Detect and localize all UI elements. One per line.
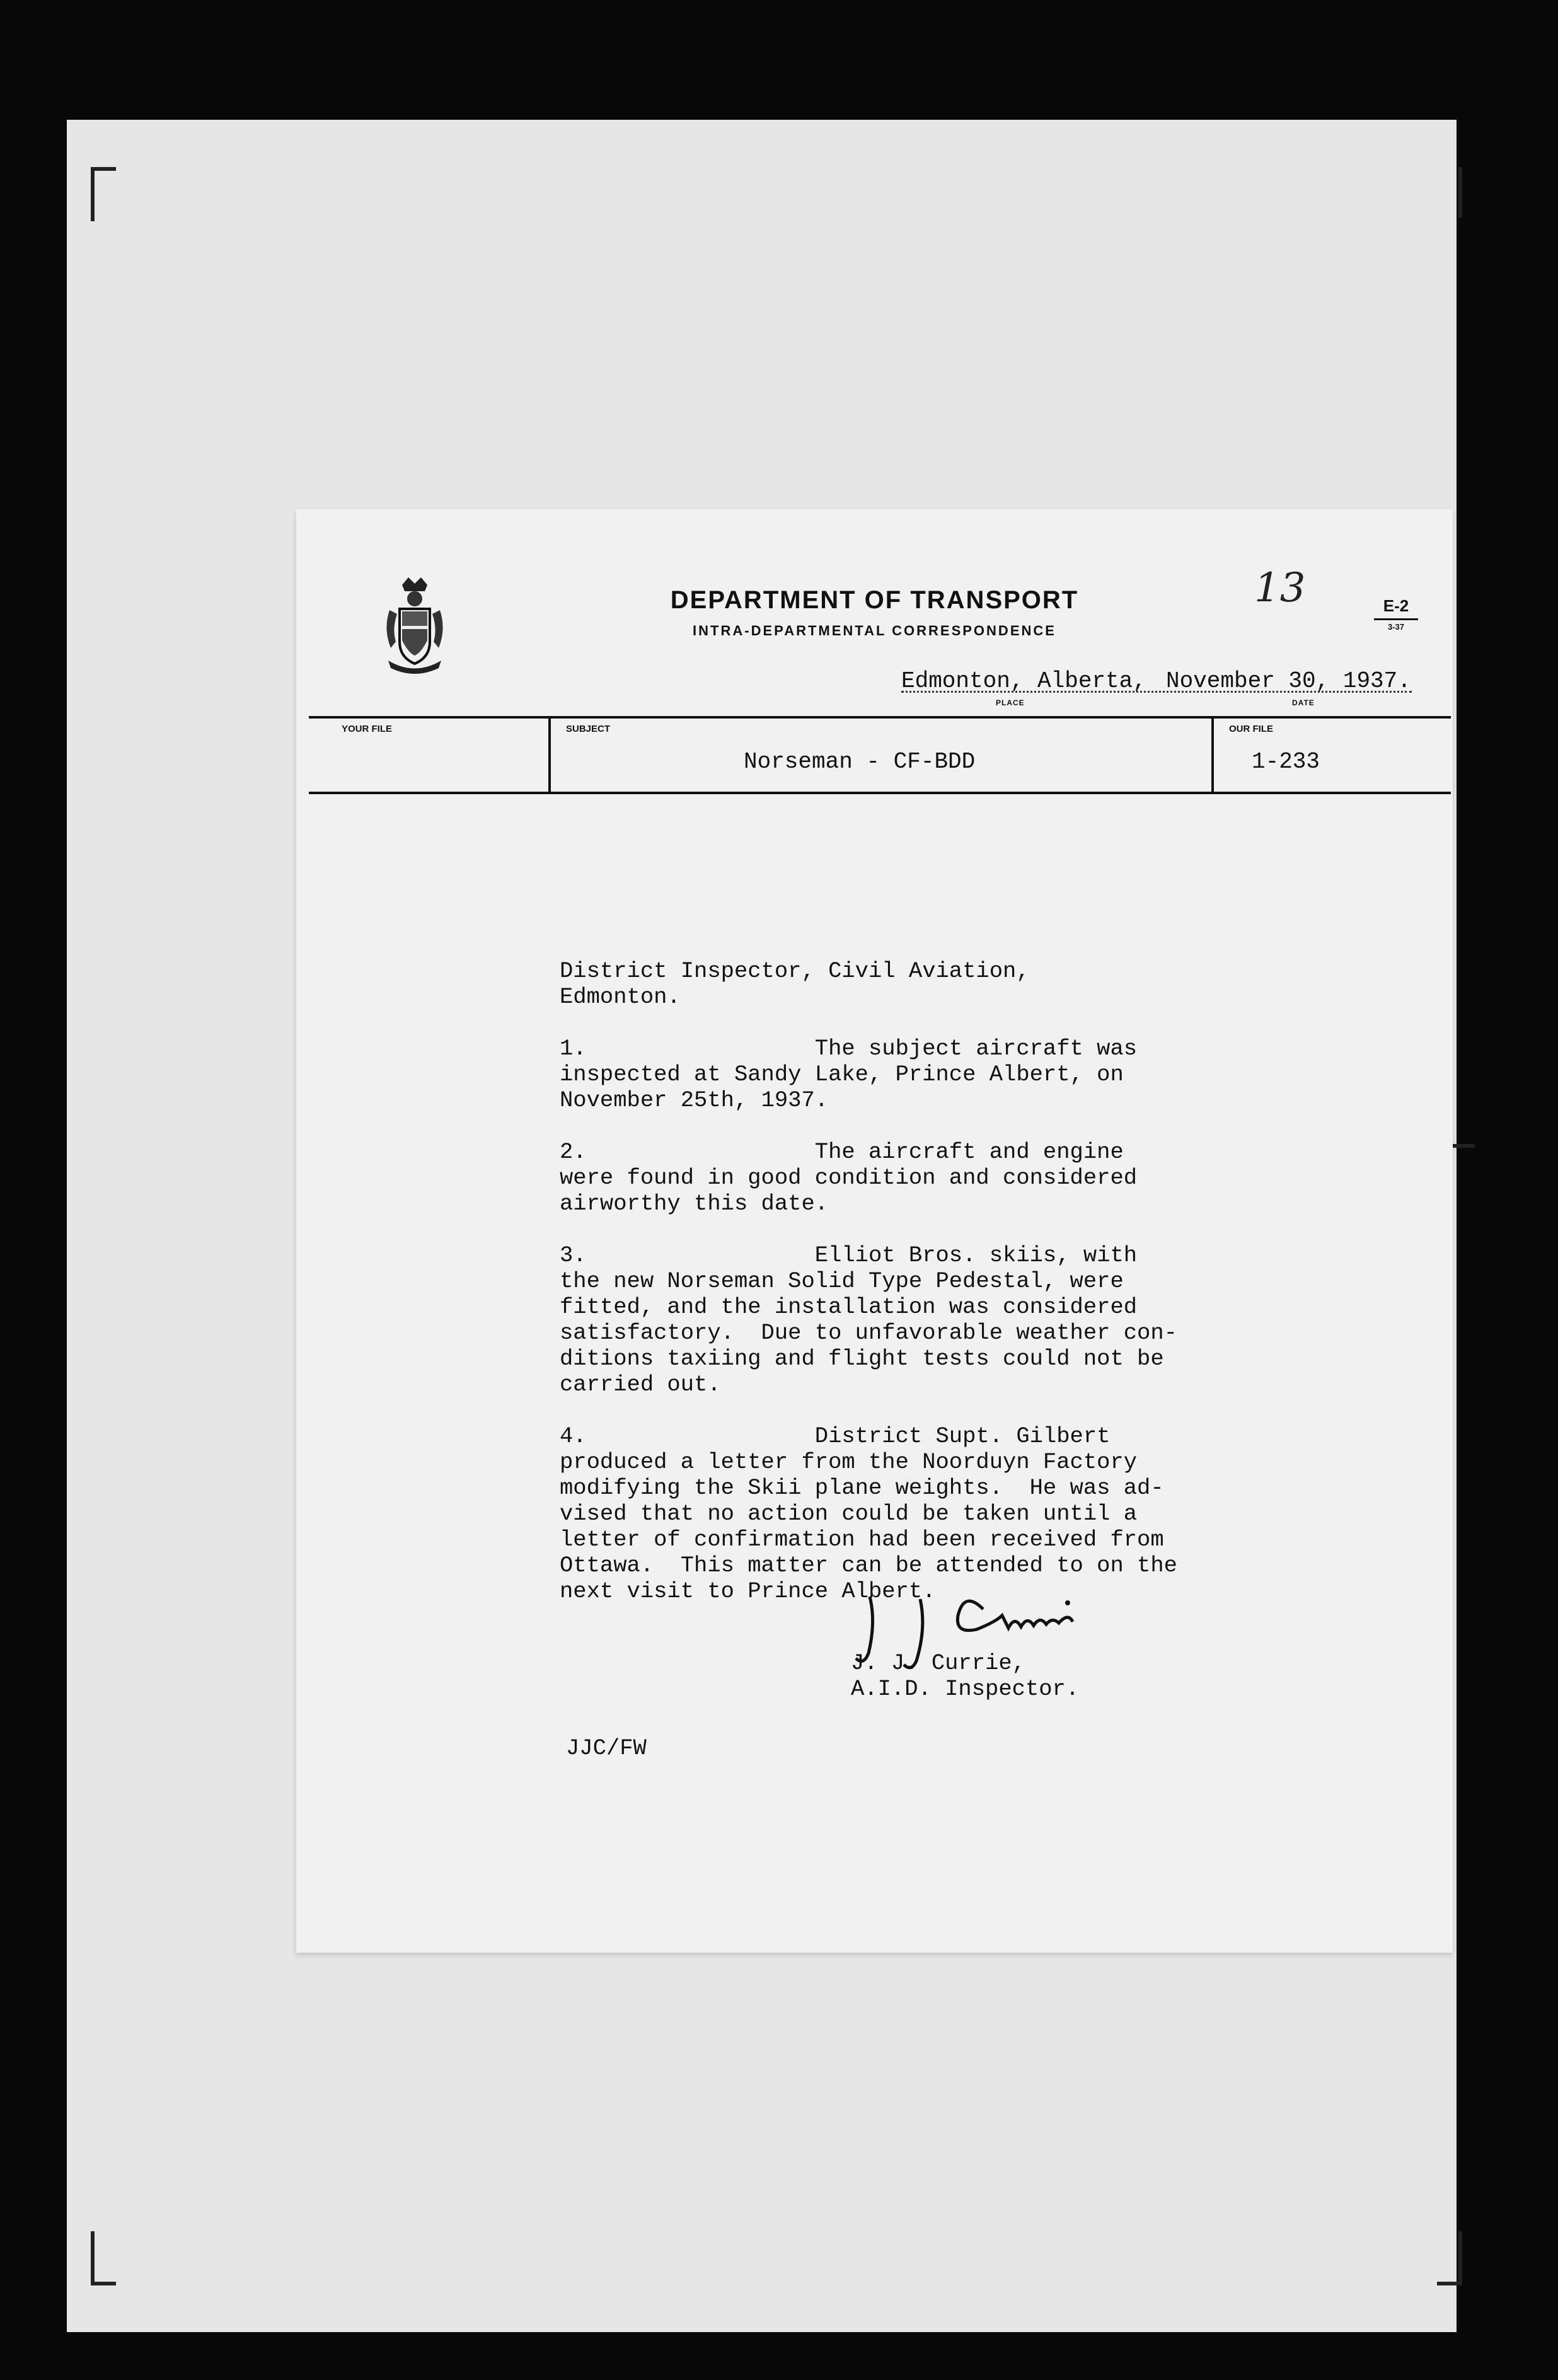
letter-body xyxy=(560,958,1278,1630)
reference-table xyxy=(309,716,1451,794)
body-line: inspected at Sandy Lake, Prince Albert, on xyxy=(560,1061,1124,1087)
paragraph-4 xyxy=(560,1423,1278,1604)
corner-mark-top-left xyxy=(91,167,116,221)
body-line: 1. The subject aircraft was xyxy=(560,1036,1138,1061)
corner-mark-bottom-right xyxy=(1437,2231,1462,2285)
department-title: DEPARTMENT OF TRANSPORT xyxy=(670,586,1079,614)
your-file-cell xyxy=(309,719,551,792)
place-label: PLACE xyxy=(996,698,1025,707)
our-file-value: 1-233 xyxy=(1252,749,1320,775)
body-line: November 25th, 1937. xyxy=(560,1087,829,1113)
corner-mark-top-right xyxy=(1437,167,1462,217)
body-line: 4. District Supt. Gilbert xyxy=(560,1423,1111,1449)
paragraph-1 xyxy=(560,1036,1278,1113)
handwritten-folio-number: 13 xyxy=(1254,565,1306,611)
form-revision: 3-37 xyxy=(1387,622,1405,632)
addressee-line: District Inspector, Civil Aviation, xyxy=(560,958,1030,984)
our-file-cell xyxy=(1214,719,1451,792)
body-line: fitted, and the installation was considered xyxy=(560,1294,1138,1320)
body-line: Ottawa. This matter can be attended to on the xyxy=(560,1552,1177,1578)
body-line: ditions taxiing and flight tests could not be xyxy=(560,1346,1164,1372)
body-line: carried out. xyxy=(560,1372,721,1397)
place-value: Edmonton, Alberta, xyxy=(901,668,1146,694)
paragraph-2 xyxy=(560,1139,1278,1216)
signer-title: A.I.D. Inspector. xyxy=(851,1676,1080,1702)
body-line: were found in good condition and considered xyxy=(560,1165,1138,1191)
letter-document xyxy=(296,509,1453,1953)
body-line: modifying the Skii plane weights. He was ad- xyxy=(560,1475,1164,1501)
subject-cell xyxy=(551,719,1214,792)
corner-mark-bottom-left xyxy=(91,2231,116,2285)
body-line: satisfactory. Due to unfavorable weather con- xyxy=(560,1320,1177,1346)
date-value: November 30, 1937. xyxy=(1166,668,1411,694)
subject-value: Norseman - CF-BDD xyxy=(744,749,976,775)
addressee-block xyxy=(560,958,1278,1010)
dotted-rule xyxy=(901,691,1412,693)
body-line: the new Norseman Solid Type Pedestal, were xyxy=(560,1268,1124,1294)
body-line: letter of confirmation had been received from xyxy=(560,1527,1164,1552)
place-date-line xyxy=(901,668,1418,706)
your-file-label: YOUR FILE xyxy=(342,724,393,734)
body-line: airworthy this date. xyxy=(560,1191,829,1216)
correspondence-subtitle: INTRA-DEPARTMENTAL CORRESPONDENCE xyxy=(693,623,1056,638)
body-line: 3. Elliot Bros. skiis, with xyxy=(560,1242,1138,1268)
date-label: DATE xyxy=(1292,698,1315,707)
body-line: next visit to Prince Albert. xyxy=(560,1578,936,1604)
addressee-line: Edmonton. xyxy=(560,984,681,1010)
edge-tick xyxy=(1450,1144,1475,1148)
paragraph-3 xyxy=(560,1242,1278,1397)
signer-name-title xyxy=(851,1650,1079,1702)
form-code-value: E-2 xyxy=(1374,596,1418,620)
our-file-label: OUR FILE xyxy=(1229,724,1273,734)
signature-block xyxy=(851,1584,1166,1723)
body-line: produced a letter from the Noorduyn Factory xyxy=(560,1449,1138,1475)
subject-label: SUBJECT xyxy=(566,724,611,734)
form-code xyxy=(1374,596,1418,632)
signer-name: J. J. Currie, xyxy=(851,1650,1025,1676)
body-line: 2. The aircraft and engine xyxy=(560,1139,1124,1165)
reference-initials: JJC/FW xyxy=(566,1735,647,1761)
body-line: vised that no action could be taken until a xyxy=(560,1501,1138,1527)
